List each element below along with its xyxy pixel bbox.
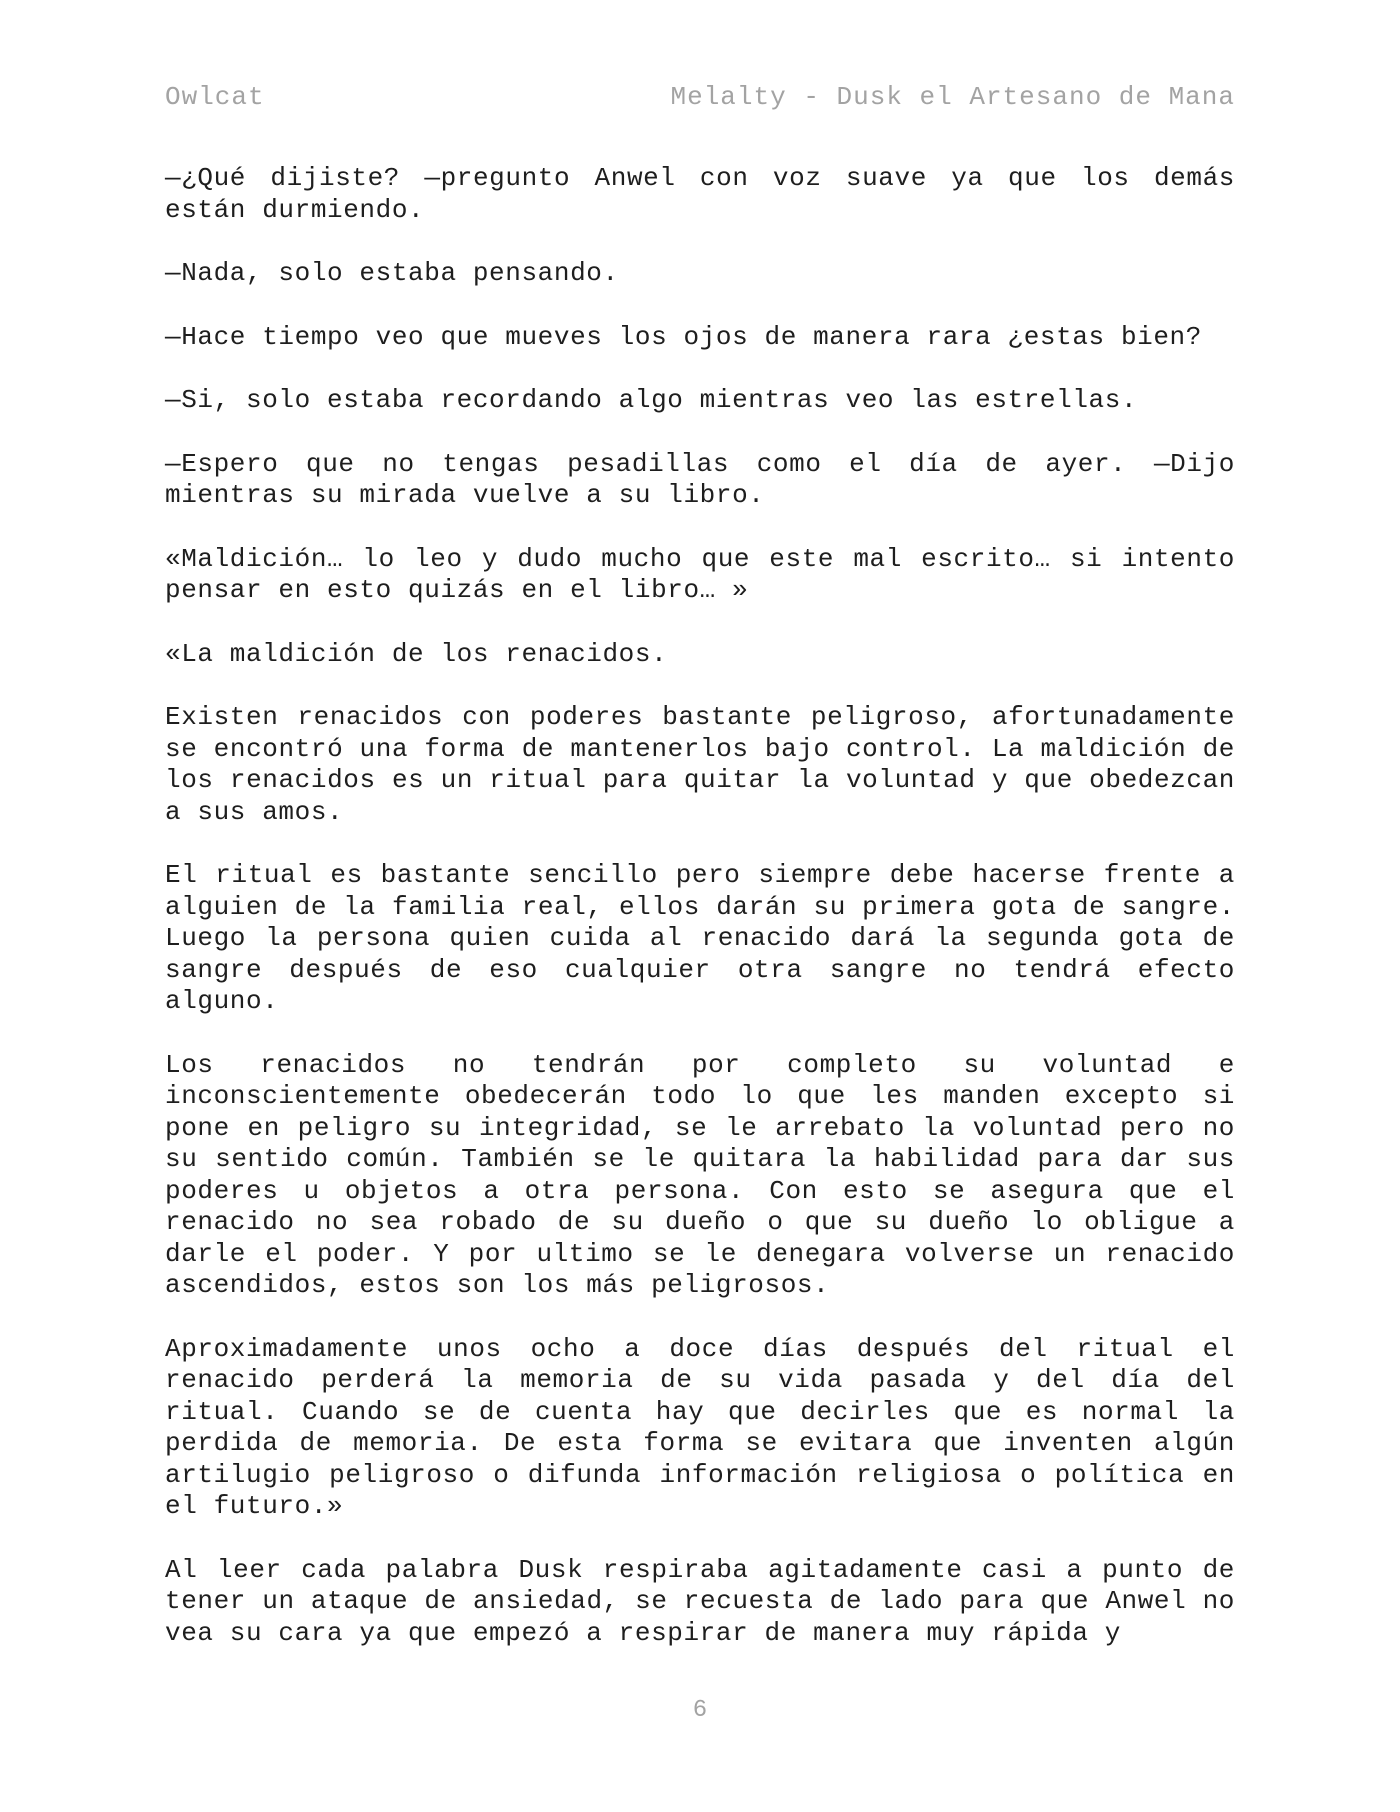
paragraph: —Espero que no tengas pesadillas como el día de ayer. —Dijo mientras su mirada vuelve a su libro. xyxy=(165,448,1235,510)
page-body xyxy=(165,163,1235,1681)
paragraph: Los renacidos no tendrán por completo su voluntad e inconscientemente obedecerán todo lo que les manden excepto si pone en peligro su integridad, se le arrebato la voluntad pero no su sentido común. También se le quitara la habilidad para dar sus poderes u objetos a otra persona. Con esto se asegura que el renacido no sea robado de su dueño o que su dueño lo obligue a darle el poder. Y por ultimo se le denegara volverse un renacido ascendidos, estos son los más peligrosos. xyxy=(165,1049,1235,1300)
page-number: 6 xyxy=(692,1697,708,1724)
paragraph: —Hace tiempo veo que mueves los ojos de manera rara ¿estas bien? xyxy=(165,321,1202,352)
paragraph: Aproximadamente unos ocho a doce días después del ritual el renacido perderá la memoria de su vida pasada y del día del ritual. Cuando se de cuenta hay que decirles que es normal la perdida de memoria. De esta forma se evitara que inventen algún artilugio peligroso o difunda información religiosa o política en el futuro.» xyxy=(165,1333,1235,1521)
paragraph: «La maldición de los renacidos. xyxy=(165,638,668,669)
paragraph: Existen renacidos con poderes bastante peligroso, afortunadamente se encontró una forma de mantenerlos bajo control. La maldición de los renacidos es un ritual para quitar la voluntad y que obedezcan a sus amos. xyxy=(165,702,1235,827)
paragraph: El ritual es bastante sencillo pero siempre debe hacerse frente a alguien de la familia real, ellos darán su primera gota de sangre. Luego la persona quien cuida al renacido dará la segunda gota de sangre después de eso cualquier otra sangre no tendrá efecto alguno. xyxy=(165,860,1235,1016)
header-title: Melalty - Dusk el Artesano de Mana xyxy=(670,82,1235,112)
page-header xyxy=(165,82,1235,118)
paragraph: —Si, solo estaba recordando algo mientras veo las estrellas. xyxy=(165,385,1138,415)
paragraph: Al leer cada palabra Dusk respiraba agitadamente casi a punto de tener un ataque de ansiedad, se recuesta de lado para que Anwel no vea su cara ya que empezó a respirar de manera muy rápida y xyxy=(165,1554,1235,1648)
header-author: Owlcat xyxy=(165,82,265,112)
paragraph: —¿Qué dijiste? —pregunto Anwel con voz suave ya que los demás están durmiendo. xyxy=(165,163,1235,225)
paragraph: «Maldición… lo leo y dudo mucho que este mal escrito… si intento pensar en esto quizás en el libro… » xyxy=(165,543,1235,605)
paragraph: —Nada, solo estaba pensando. xyxy=(165,258,619,288)
